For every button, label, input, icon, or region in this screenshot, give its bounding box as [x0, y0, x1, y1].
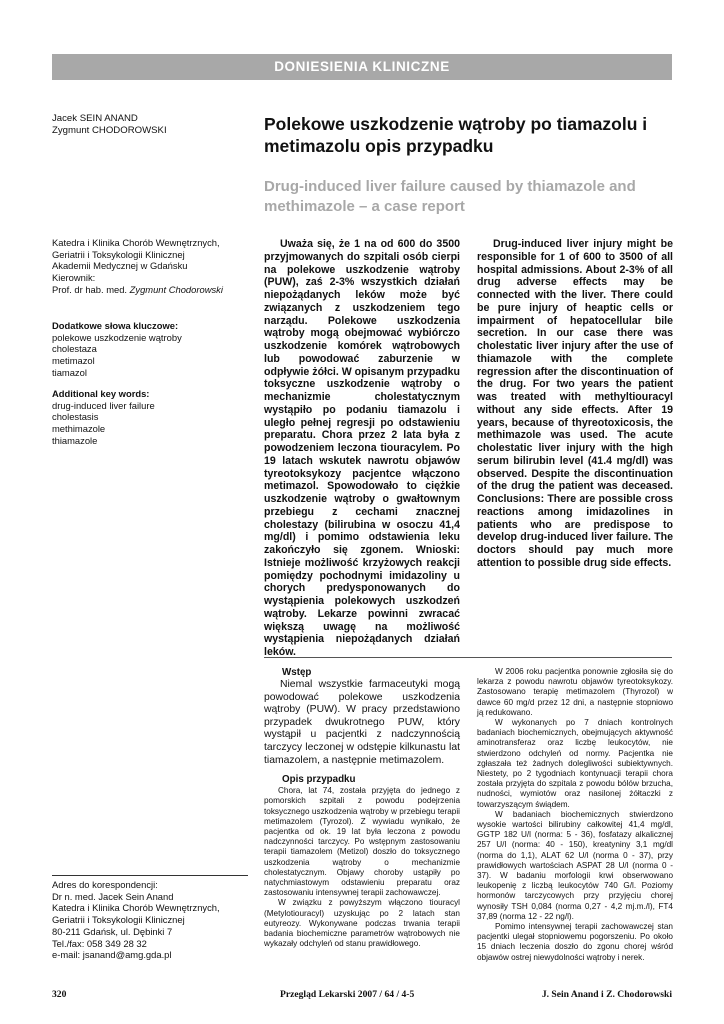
author-name: Jacek SEIN ANAND [52, 113, 138, 124]
keywords-heading: Additional key words: [52, 388, 150, 399]
keywords-polish [52, 320, 242, 379]
intro-paragraph: Niemal wszystkie farmaceutyki mogą powodować polekowe uszkodzenia wątroby (PUW). W pracy przedstawiono przypadek dwukrotnego PUW, który wystąpił u pacjentki z nadczynnością tarczycy leczonej w odstępie kilkunastu lat tiamazolem, a następnie metimazolem. [264, 679, 460, 766]
keyword-item: drug-induced liver failure [52, 399, 155, 411]
body-column-right [477, 667, 673, 963]
correspondence-address [52, 879, 242, 961]
abstract-divider [264, 657, 672, 658]
affiliation-line: Katedra i Klinika Chorób Wewnętrznych, [52, 237, 220, 248]
affiliation-title: Prof. dr hab. med. [52, 283, 130, 295]
article-title: Polekowe uszkodzenie wątroby po tiamazolu i metimazolu opis przypadku [264, 114, 648, 156]
section-heading-intro: Wstęp [282, 667, 312, 678]
keyword-item: cholestasis [52, 411, 99, 423]
section-heading-case: Opis przypadku [282, 774, 356, 786]
affiliation-head-line [52, 284, 242, 296]
correspondence-line: Katedra i Klinika Chorób Wewnętrznych, [52, 902, 220, 914]
affiliation-line: Akademii Medycznej w Gdańsku [52, 260, 188, 272]
author-list [52, 113, 167, 138]
keywords-english [52, 388, 242, 447]
article-title-english: Drug-induced liver failure caused by thiamazole and methimazole – a case report [264, 178, 636, 215]
affiliation-head-name: Zygmunt Chodorowski [129, 283, 223, 295]
author-name: Zygmunt CHODOROWSKI [52, 125, 167, 137]
correspondence-line: Geriatrii i Toksykologii Klinicznej [52, 914, 185, 926]
correspondence-line: Tel./fax: 058 349 28 32 [52, 937, 147, 949]
body-column-middle [264, 667, 460, 949]
keyword-item: polekowe uszkodzenie wątroby [52, 331, 182, 343]
case-paragraph: W związku z powyższym włączono tiouracyl (Metylotiouracyl) uzyskując po 2 latach stan eutyreozy. Wykonywane podczas trwania terapii badania biochemiczne parametrów wątrobowych nie wykazały odchyleń od stanu prawidłowego. [264, 898, 460, 949]
case-paragraph: W badaniach biochemicznych stwierdzono wysokie wartości bilirubiny całkowitej 41,4 mg/dl, GGTP 182 U/l (norma: 5 - 36), fosfatazy alkalicznej 257 U/l (norma: 40 - 150), kreatyniny 3,1 mg/dl (norma do 1,1), ALAT 62 U/l (norma 0 - 37), przy prawidłowych wartościach ASPAT 28 U/l (norma 0 - 37). W badaniu morfologii krwi obserwowano leukopenię z liczbą leukocytów 740 G/l. Poziomy hormonów tarczycowych przy przyjęciu chorej wynosiły TSH 0,084 (norma 0,27 - 4,2 mj.m./l), FT4 37,89 (norma 12 - 22 ng/l). [477, 809, 673, 921]
keyword-item: tiamazol [52, 366, 87, 378]
correspondence-divider [52, 875, 248, 876]
keyword-item: methimazole [52, 423, 106, 435]
correspondence-email: e-mail: jsanand@amg.gda.pl [52, 949, 172, 961]
correspondence-line: 80-211 Gdańsk, ul. Dębinki 7 [52, 925, 173, 937]
footer-authors: J. Sein Anand i Z. Chodorowski [541, 989, 672, 1000]
keyword-item: cholestaza [52, 343, 97, 355]
keyword-item: thiamazole [52, 434, 98, 446]
correspondence-line: Dr n. med. Jacek Sein Anand [52, 890, 174, 902]
page-number: 320 [52, 989, 67, 1000]
abstract-polish: Uważa się, że 1 na od 600 do 3500 przyjmowanych do szpitali osób cierpi na polekowe uszkodzenie wątroby (PUW), zaś 2-3% wszystkich działań niepożądanych leków może być związanych z uszkodzeniem tego narządu. Polekowe uszkodzenia wątroby mogą obejmować wybiórczo uszkodzenie komórek wątrobowych lub powodować zaburzenie w odpływie żółci. W opisanym przypadku toksyczne uszkodzenie wątroby o mechanizmie cholestatycznym wystąpiło po podaniu tiamazolu i uległo pełnej regresji po odstawieniu preparatu. Chora przez 2 lata była z powodzeniem leczona tiouracylem. Po 19 latach wskutek nawrotu objawów tyreotoksykozy pacjentce włączono metimazol. Spowodowało to ciężkie uszkodzenie wątroby o gwałtownym przebiegu z cechami znacznej cholestazy (bilirubina w osoczu 41,4 mg/dl) i pomimo odstawienia leku zakończyło się zgonem. Wnioski: Istnieje możliwość krzyżowych reakcji pomiędzy pochodnymi imidazoliny u chorych predysponowanych do wystąpienia polekowych uszkodzeń wątroby. Lekarze powinni zwracać większą uwagę na możliwość wystąpienia niepożądanych działań leków. [264, 238, 461, 658]
affiliation [52, 237, 242, 296]
case-paragraph: Chora, lat 74, została przyjęta do jednego z pomorskich szpitali z powodu podejrzenia toksycznego uszkodzenia wątroby w przebiegu terapii metimazolem (Tyrozol). Z wywiadu wynikało, że pacjentka od ok. 19 lat była leczona z powodu nadczynności tarczycy. Po wstępnym zastosowaniu terapii tiamazolem (Metizol) doszło do toksycznego uszkodzenia wątroby o mechanizmie cholestatycznym. Objawy choroby ustąpiły po natychmiastowym odstawieniu preparatu oraz zastosowaniu intensywnej terapii zachowawczej. [264, 786, 460, 898]
affiliation-line: Geriatrii i Toksykologii Klinicznej [52, 248, 185, 260]
case-paragraph: W wykonanych po 7 dniach kontrolnych badaniach biochemicznych, obejmujących aktywność aminotransferaz oraz liczbę leukocytów, nie stwierdzono odchyleń od normy. Pacjentka nie zgłaszała też żadnych dolegliwości subiektywnych. Niestety, po 2 tygodniach kontynuacji terapii chora została przyjęta do szpitala z powodu bólów brzucha, nudności, wymiotów oraz nasilonej żółtaczki z towarzyszącym świądem. [477, 718, 673, 809]
keyword-item: metimazol [52, 355, 95, 367]
case-paragraph: Pomimo intensywnej terapii zachowawczej stan pacjentki ulegał stopniowemu pogorszeniu. Po około 15 dniach leczenia doszło do zgonu chorej wśród objawów ostrej niewydolności wątroby i nerek. [477, 922, 673, 962]
affiliation-line: Kierownik: [52, 272, 96, 284]
abstract-english: Drug-induced liver injury might be responsible for 1 of 600 to 3500 of all hospital admissions. About 2-3% of all drug adverse effects may be connected with the liver. There could be pure injury of heaptic cells or impairment of hepatocellular bile secretion. In our case there was cholestatic liver injury after the use of thiamazole with the complete regression after the discontinuation of the drug. For two years the patient was treated with methyltiouracyl without any side effects. After 19 years, because of thyreotoxicosis, the methimazole was used. The acute cholestatic liver injury with the high serum bilirubin level (41.4 mg/dl) was observed. Despite the discontinuation of the drug the patient was deceased. Conclusions: There are possible cross reactions among imidazolines in patients who are predispose to develop drug-induced liver failure. The doctors should pay much more attention to possible drug side effects. [477, 238, 673, 569]
section-banner: DONIESIENIA KLINICZNE [52, 54, 672, 80]
journal-citation: Przegląd Lekarski 2007 / 64 / 4-5 [280, 989, 415, 1000]
correspondence-heading: Adres do korespondencji: [52, 879, 158, 890]
keywords-heading: Dodatkowe słowa kluczowe: [52, 320, 179, 331]
case-paragraph: W 2006 roku pacjentka ponownie zgłosiła się do lekarza z powodu nawrotu objawów tyreotoksykozy. Zastosowano terapię metimazolem (Thyrozol) w dawce 60 mg/d przez 12 dni, a następnie stopniowo ją redukowano. [477, 667, 673, 717]
